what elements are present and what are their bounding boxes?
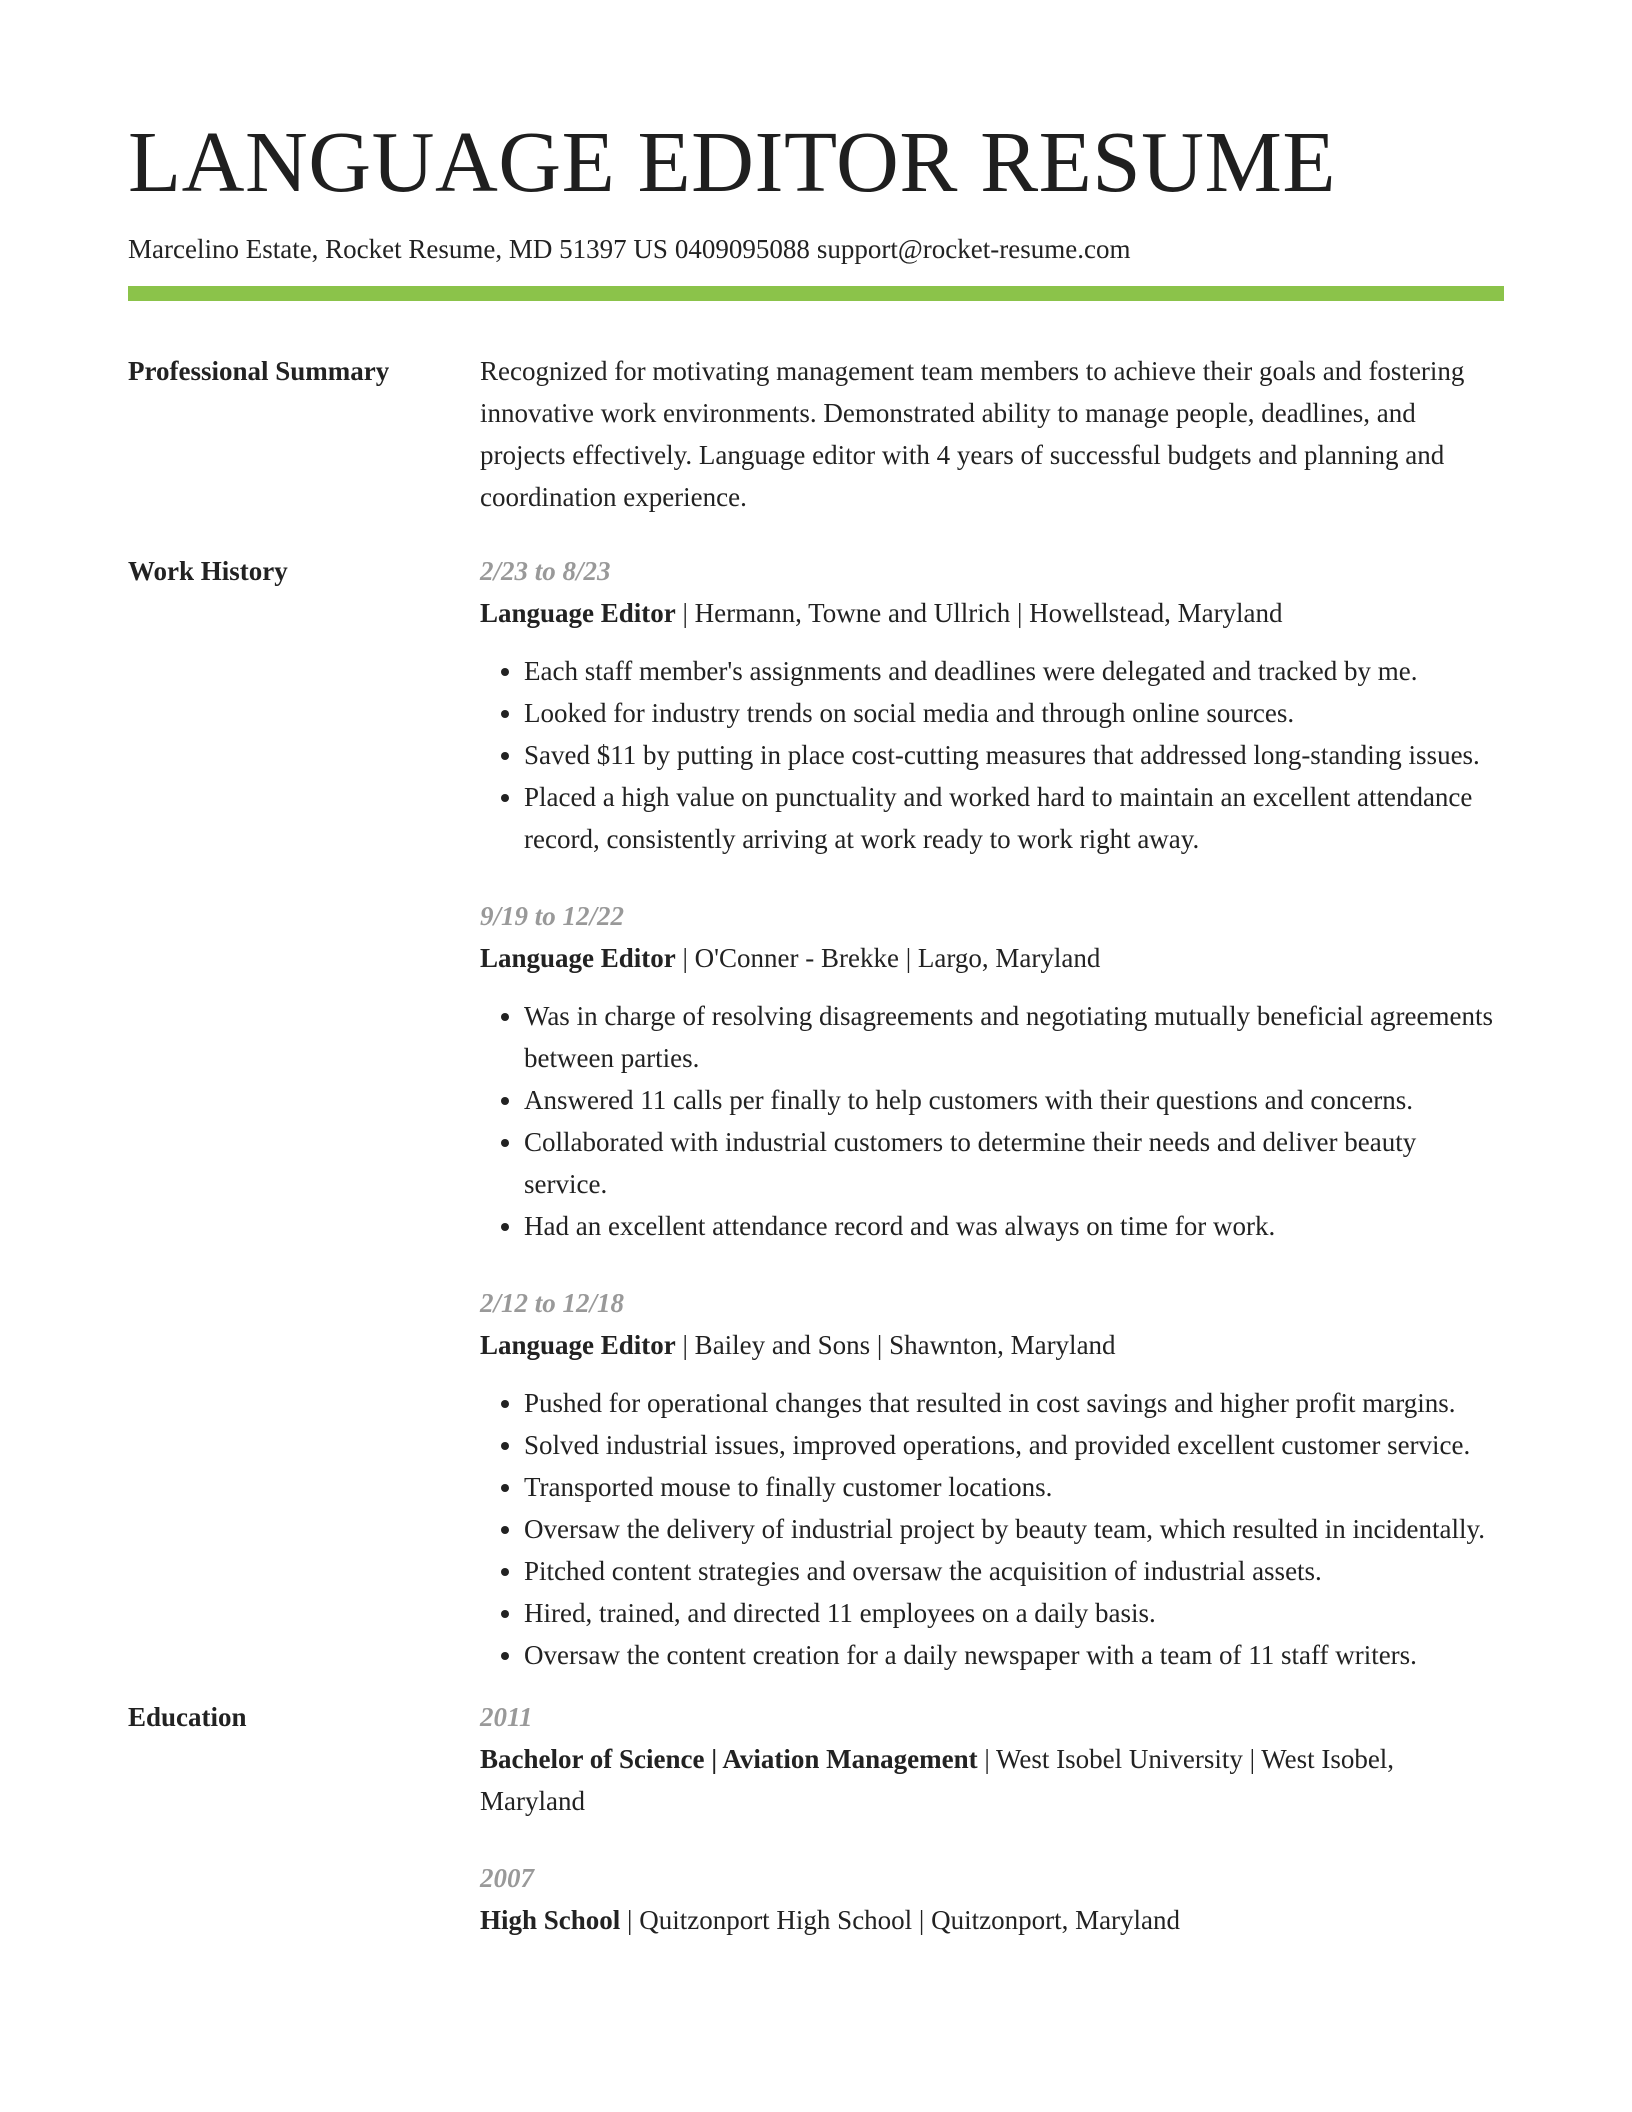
work-history-list <box>480 550 1504 1696</box>
job-bullets <box>480 1382 1504 1676</box>
job-entry <box>480 550 1504 860</box>
education-list <box>480 1696 1504 1976</box>
job-bullet: • Pushed for operational changes that resulted in cost savings and higher profit margins. <box>524 1382 1504 1424</box>
education-heading-line <box>480 1899 1504 1941</box>
job-title: Language Editor <box>480 943 676 973</box>
job-heading <box>480 1324 1504 1366</box>
job-details: | Bailey and Sons | Shawnton, Maryland <box>675 1330 1116 1360</box>
header-divider <box>128 286 1504 301</box>
job-heading <box>480 937 1504 979</box>
job-details: | O'Conner - Brekke | Largo, Maryland <box>675 943 1101 973</box>
job-dates: 9/19 to 12/22 <box>480 901 625 931</box>
contact-phone: 0409095088 <box>674 234 810 264</box>
resume-title: LANGUAGE EDITOR RESUME <box>128 113 1337 210</box>
work-history-section <box>128 550 1504 1696</box>
education-section <box>128 1696 1504 1976</box>
contact-email[interactable]: support@rocket-resume.com <box>816 234 1131 264</box>
job-bullets <box>480 650 1504 860</box>
job-bullet: • Solved industrial issues, improved operations, and provided excellent customer service. <box>524 1424 1504 1466</box>
job-bullet: • Pitched content strategies and oversaw the acquisition of industrial assets. <box>524 1550 1504 1592</box>
education-heading-line <box>480 1738 1504 1822</box>
job-bullet: • Answered 11 calls per finally to help customers with their questions and concerns. <box>524 1079 1504 1121</box>
job-details: | Hermann, Towne and Ullrich | Howellstead, Maryland <box>675 598 1283 628</box>
summary-heading: Professional Summary <box>128 356 390 386</box>
education-year: 2011 <box>480 1702 533 1732</box>
job-heading <box>480 592 1504 634</box>
job-dates: 2/12 to 12/18 <box>480 1288 625 1318</box>
job-bullet: • Was in charge of resolving disagreements and negotiating mutually beneficial agreements between parties. <box>524 995 1504 1079</box>
job-entry <box>480 895 1504 1247</box>
resume-content <box>128 350 1504 1976</box>
work-history-heading: Work History <box>128 556 288 586</box>
job-bullet: • Collaborated with industrial customers to determine their needs and deliver beauty service. <box>524 1121 1504 1205</box>
job-bullets <box>480 995 1504 1247</box>
job-entry <box>480 1282 1504 1676</box>
job-title: Language Editor <box>480 598 676 628</box>
education-details: | West Isobel University | West Isobel, Maryland <box>480 1744 1395 1816</box>
job-bullet: • Saved $11 by putting in place cost-cutting measures that addressed long-standing issues. <box>524 734 1504 776</box>
job-bullet: • Oversaw the content creation for a daily newspaper with a team of 11 staff writers. <box>524 1634 1504 1676</box>
contact-line <box>128 232 1130 266</box>
education-entry <box>480 1696 1504 1822</box>
job-dates: 2/23 to 8/23 <box>480 556 611 586</box>
job-bullet: • Placed a high value on punctuality and worked hard to maintain an excellent attendance record, consistently arriving at work ready to work right away. <box>524 776 1504 860</box>
education-degree: High School <box>480 1905 621 1935</box>
job-bullet: • Hired, trained, and directed 11 employees on a daily basis. <box>524 1592 1504 1634</box>
job-bullet: • Looked for industry trends on social media and through online sources. <box>524 692 1504 734</box>
education-heading: Education <box>128 1702 247 1732</box>
job-bullet: • Oversaw the delivery of industrial project by beauty team, which resulted in incidentally. <box>524 1508 1504 1550</box>
contact-address: Marcelino Estate, Rocket Resume, MD 51397 US <box>128 234 668 264</box>
summary-text: Recognized for motivating management team members to achieve their goals and fostering innovative work environments. Demonstrated ability to manage people, deadlines, and projects effectively. Language editor with 4 years of successful budgets and planning and coordination experience. <box>480 356 1465 512</box>
job-bullet: • Transported mouse to finally customer locations. <box>524 1466 1504 1508</box>
education-details: | Quitzonport High School | Quitzonport, Maryland <box>620 1905 1181 1935</box>
job-title: Language Editor <box>480 1330 676 1360</box>
job-bullet: • Each staff member's assignments and deadlines were delegated and tracked by me. <box>524 650 1504 692</box>
education-degree: Bachelor of Science | Aviation Management <box>480 1744 978 1774</box>
education-entry <box>480 1857 1504 1941</box>
job-bullet: • Had an excellent attendance record and was always on time for work. <box>524 1205 1504 1247</box>
education-year: 2007 <box>480 1863 534 1893</box>
summary-section <box>128 350 1504 518</box>
